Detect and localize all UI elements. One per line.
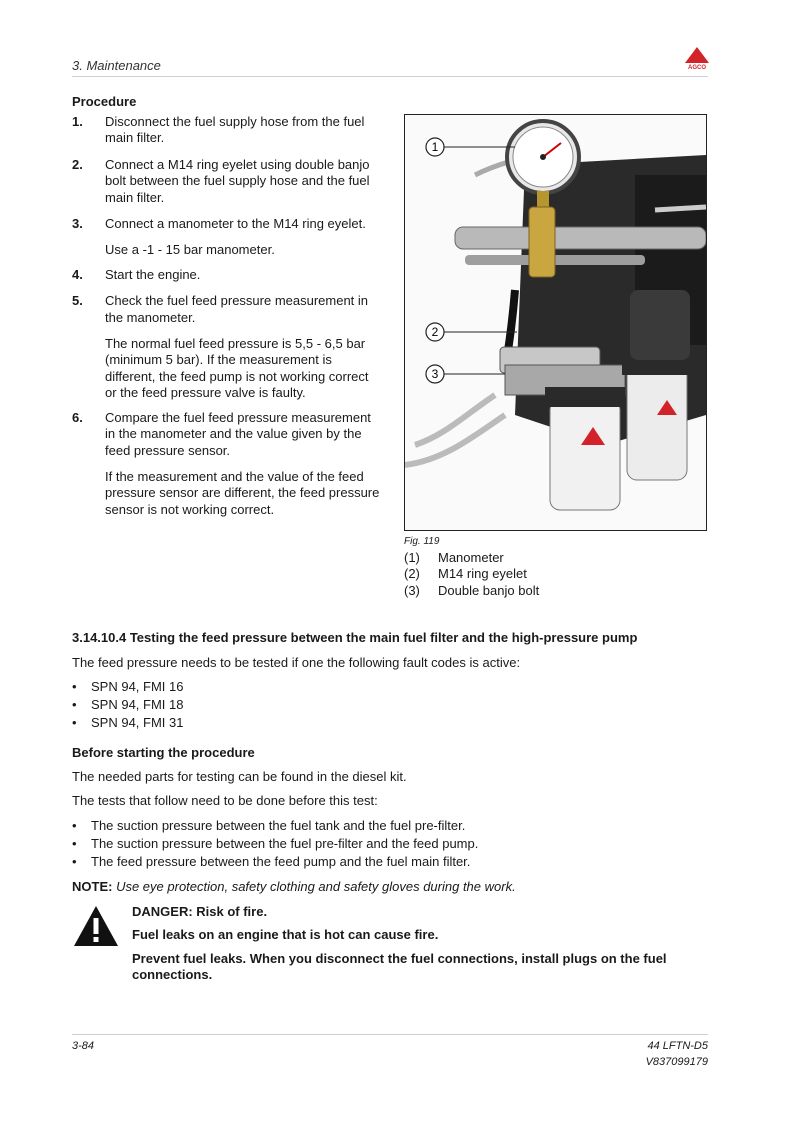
doc-id: 44 LFTN-D5 bbox=[647, 1040, 708, 1052]
step-number: 4. bbox=[72, 266, 83, 282]
step-number: 6. bbox=[72, 409, 83, 425]
step-text: Check the fuel feed pressure measurement in the manometer. bbox=[105, 293, 369, 325]
figure-legend bbox=[404, 550, 539, 599]
step-number: 1. bbox=[72, 114, 83, 129]
svg-text:AGCO: AGCO bbox=[688, 65, 706, 71]
header-rule bbox=[72, 76, 708, 77]
danger-line-1: Fuel leaks on an engine that is hot can cause fire. bbox=[132, 927, 439, 943]
step-text: Connect a manometer to the M14 ring eyelet. bbox=[105, 216, 366, 232]
note-text: Use eye protection, safety clothing and safety gloves during the work. bbox=[116, 879, 516, 894]
step-number: 3. bbox=[72, 216, 83, 232]
danger-title: DANGER: Risk of fire. bbox=[132, 904, 268, 919]
procedure-step bbox=[72, 216, 382, 232]
procedure-step bbox=[72, 114, 382, 147]
svg-text:3: 3 bbox=[431, 367, 439, 381]
svg-text:2: 2 bbox=[431, 325, 439, 339]
legend-row bbox=[404, 550, 539, 566]
list-item: • The suction pressure between the fuel pre-filter and the feed pump. bbox=[72, 836, 479, 851]
step-text: Connect a M14 ring eyelet using double banjo bolt between the fuel supply hose and the fuel main filter. bbox=[105, 156, 370, 205]
section-heading: 3.14.10.4 Testing the feed pressure between the main fuel filter and the high-pressure pump bbox=[72, 630, 638, 645]
procedure-title: Procedure bbox=[72, 94, 137, 109]
tests-intro: The tests that follow need to be done before this test: bbox=[72, 793, 378, 808]
step-note: Use a -1 - 15 bar manometer. bbox=[105, 242, 275, 258]
legend-label: Manometer bbox=[438, 550, 504, 565]
procedure-steps bbox=[72, 114, 382, 526]
step-number: 5. bbox=[72, 293, 83, 309]
figure-caption: Fig. 119 bbox=[404, 536, 440, 547]
footer-rule bbox=[72, 1034, 708, 1035]
before-title: Before starting the procedure bbox=[72, 745, 255, 760]
step-note: If the measurement and the value of the feed pressure sensor are different, the feed pressure sensor is not working correct. bbox=[105, 468, 380, 517]
list-item: • The suction pressure between the fuel tank and the fuel pre-filter. bbox=[72, 818, 466, 833]
procedure-step bbox=[72, 410, 382, 459]
list-item: • SPN 94, FMI 18 bbox=[72, 697, 184, 712]
note-label: NOTE: bbox=[72, 879, 113, 894]
procedure-step bbox=[72, 157, 382, 206]
step-text: Compare the fuel feed pressure measurement in the manometer and the value given by the feed pressure sensor. bbox=[105, 409, 371, 458]
warning-triangle-icon bbox=[72, 904, 120, 948]
tests-list bbox=[72, 817, 478, 871]
legend-row bbox=[404, 566, 539, 582]
list-item: • SPN 94, FMI 16 bbox=[72, 679, 184, 694]
danger-box bbox=[132, 904, 702, 991]
legend-key: (1) bbox=[404, 550, 420, 565]
page-number: 3-84 bbox=[72, 1040, 95, 1052]
note bbox=[72, 879, 516, 895]
legend-key: (3) bbox=[404, 582, 420, 598]
agco-logo bbox=[684, 46, 710, 72]
figure-119 bbox=[404, 114, 707, 531]
step-note: The normal fuel feed pressure is 5,5 - 6,5 bar (minimum 5 bar). If the measurement is different, the feed pump is not working correct or the feed pressure valve is faulty. bbox=[105, 336, 369, 401]
step-text: Disconnect the fuel supply hose from the fuel main filter. bbox=[105, 114, 365, 146]
footer-doc bbox=[646, 1038, 708, 1070]
step-text: Start the engine. bbox=[105, 266, 201, 282]
legend-label: Double banjo bolt bbox=[438, 582, 540, 598]
section-header: 3. Maintenance bbox=[72, 58, 161, 73]
procedure-step bbox=[72, 267, 382, 283]
fault-code-list bbox=[72, 678, 183, 732]
parts-text: The needed parts for testing can be found in the diesel kit. bbox=[72, 769, 407, 784]
legend-row bbox=[404, 583, 539, 599]
fuel-filter-photo bbox=[405, 115, 706, 530]
list-item: • The feed pressure between the feed pump and the fuel main filter. bbox=[72, 854, 471, 869]
list-item: • SPN 94, FMI 31 bbox=[72, 715, 184, 730]
legend-key: (2) bbox=[404, 566, 420, 582]
svg-text:1: 1 bbox=[431, 140, 439, 154]
doc-code: V837099179 bbox=[645, 1056, 708, 1068]
section-intro: The feed pressure needs to be tested if one the following fault codes is active: bbox=[72, 655, 521, 670]
danger-line-2: Prevent fuel leaks. When you disconnect the fuel connections, install plugs on the fuel connections. bbox=[132, 950, 667, 983]
procedure-step bbox=[72, 293, 382, 326]
legend-label: M14 ring eyelet bbox=[438, 566, 527, 582]
step-number: 2. bbox=[72, 156, 83, 172]
